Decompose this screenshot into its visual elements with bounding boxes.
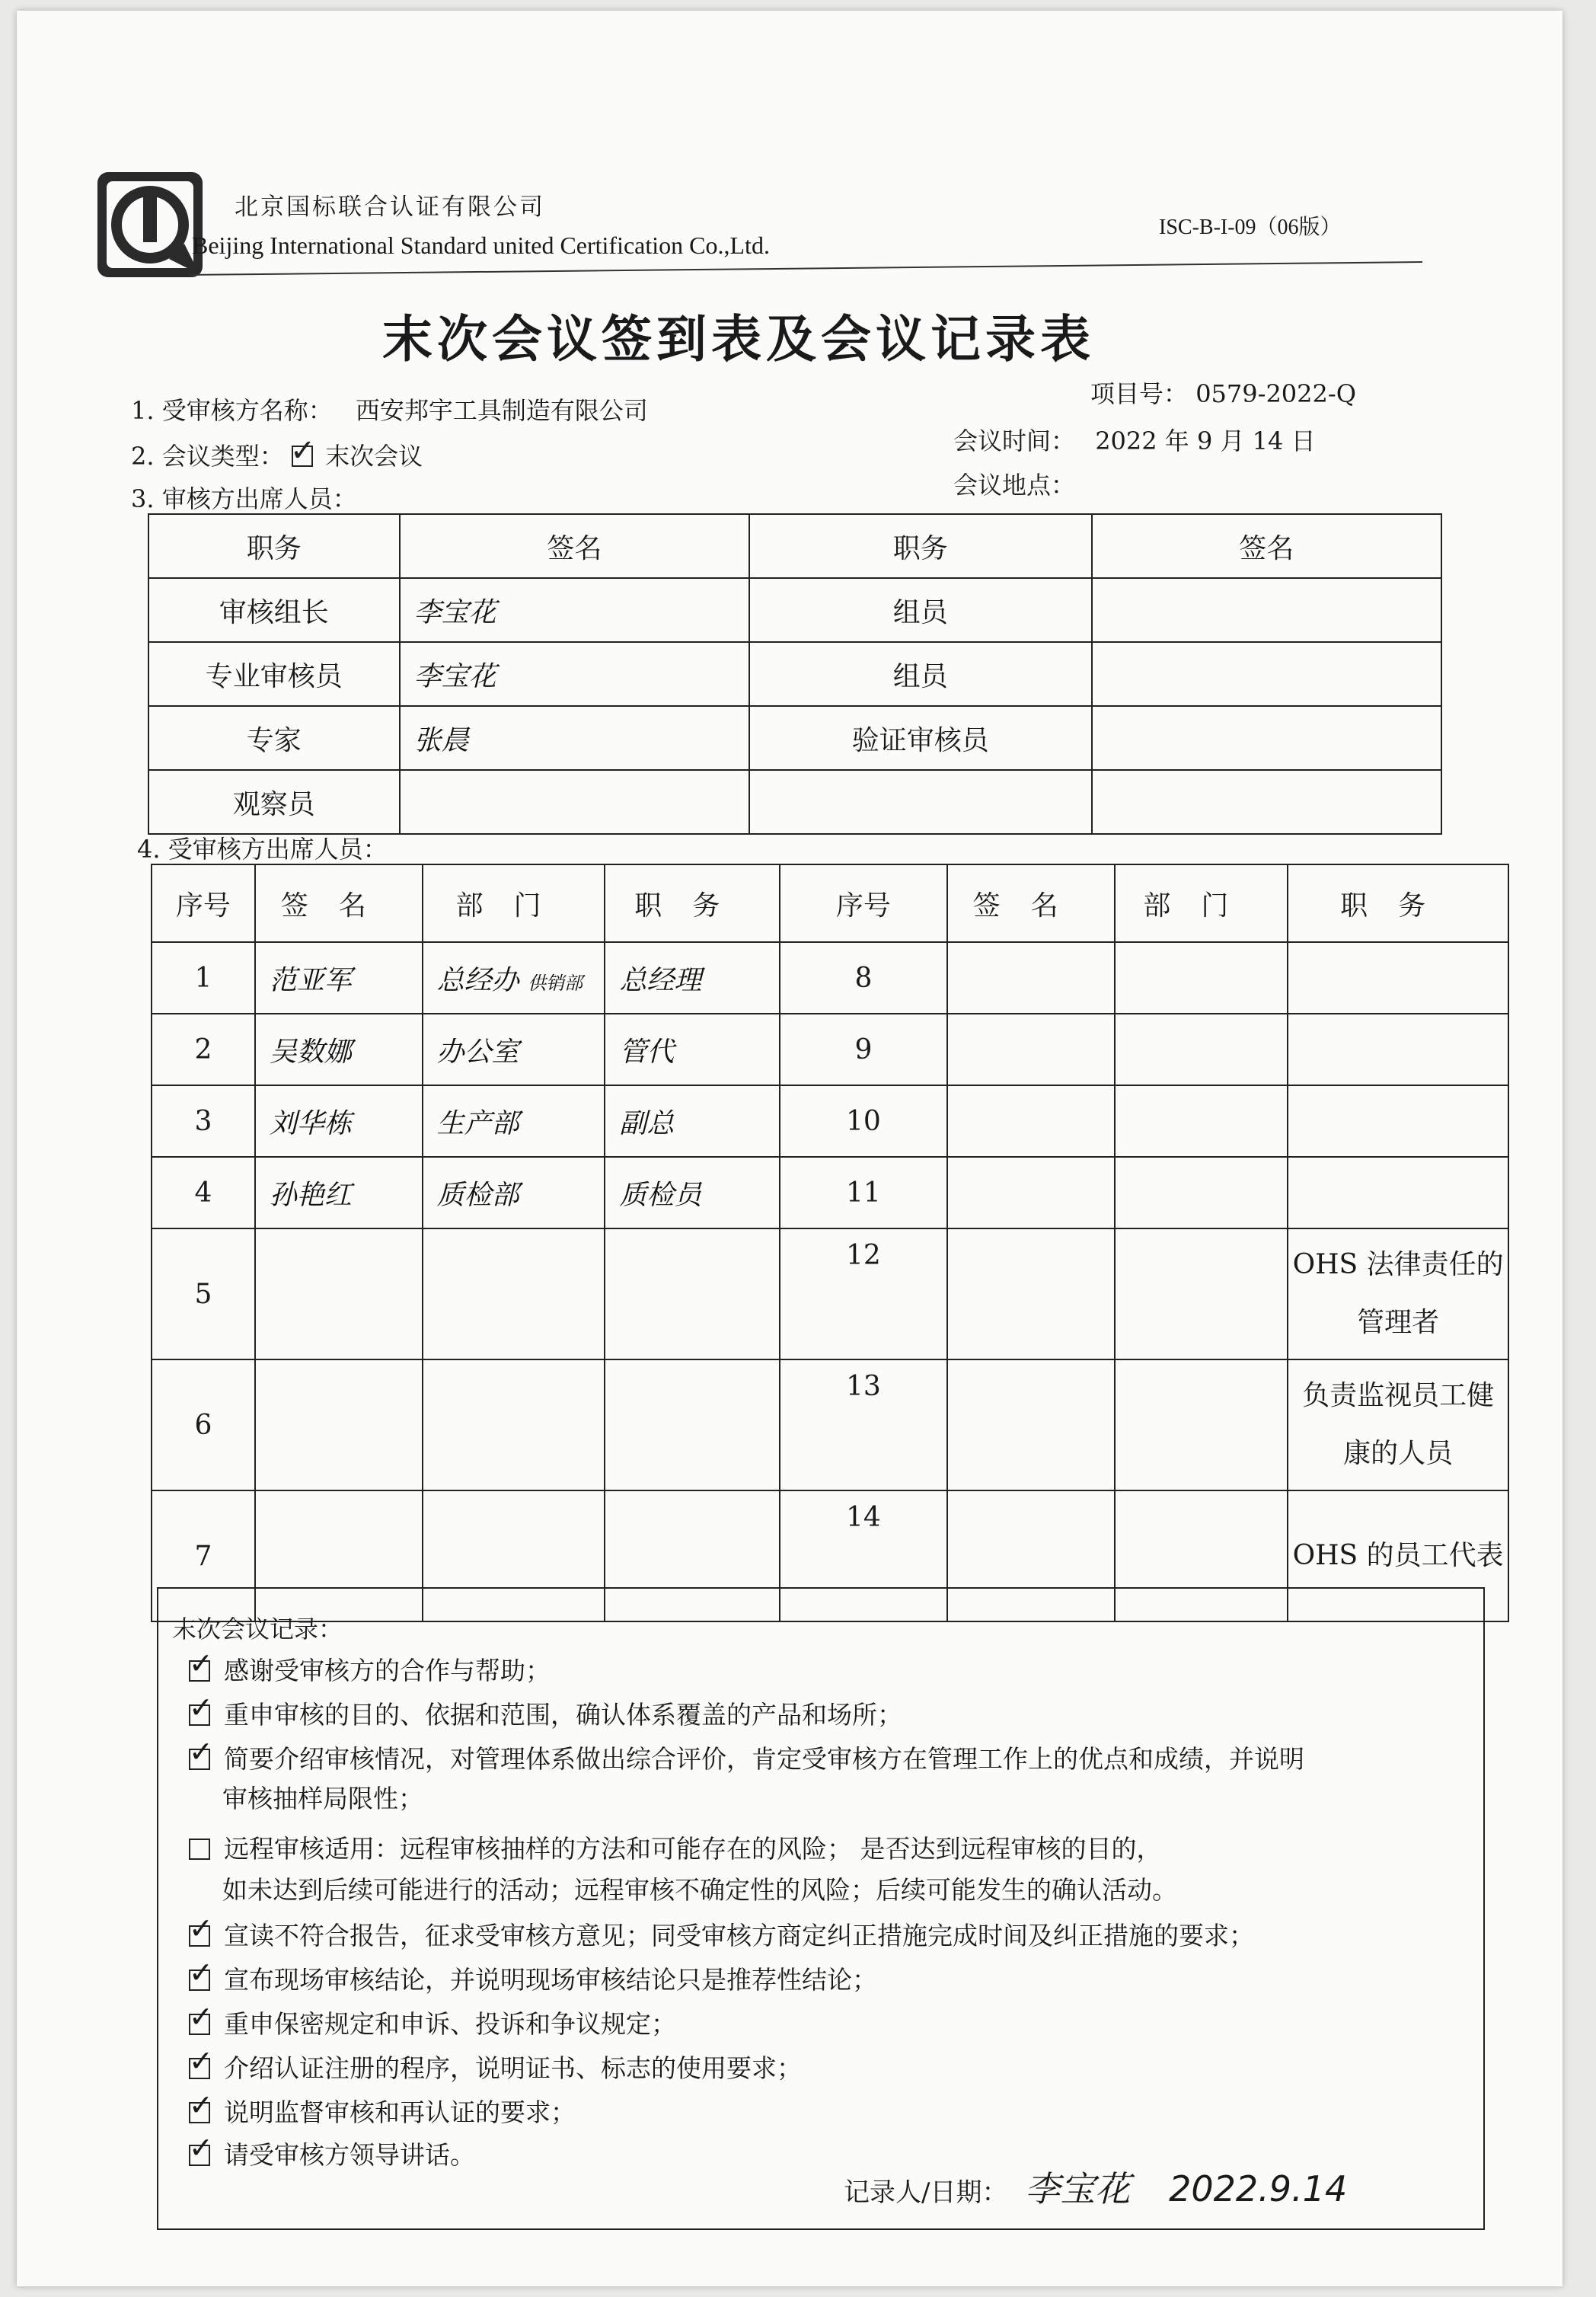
- role-cell-2: 验证审核员: [749, 706, 1091, 770]
- signature-cell: 孙艳红: [255, 1157, 423, 1228]
- title-cell-2: 负责监视员工健康的人员: [1288, 1359, 1508, 1490]
- department-cell-2[interactable]: [1115, 1014, 1288, 1085]
- minutes-item: [189, 1960, 877, 1996]
- check-mark-icon: ✓: [289, 433, 316, 468]
- department-note: 供销部: [528, 972, 583, 994]
- row-number-2: 13: [780, 1359, 947, 1490]
- item-text: 重申审核的目的、依据和范围，确认体系覆盖的产品和场所；: [224, 1700, 902, 1730]
- minutes-item: [189, 2093, 576, 2129]
- audit-team-table: [148, 513, 1442, 835]
- department-cell: 生产部: [423, 1085, 605, 1157]
- table-row: [148, 578, 1441, 642]
- header-no-2: 序号: [780, 864, 947, 942]
- role-cell-2: 组员: [749, 642, 1091, 706]
- meeting-type-checkbox[interactable]: [289, 433, 316, 468]
- signature-cell-2[interactable]: [947, 1228, 1115, 1359]
- signature-cell[interactable]: [255, 1359, 423, 1490]
- signature-cell-2[interactable]: [947, 942, 1115, 1014]
- company-name-en: Beijing International Standard united Certification Co.,Ltd.: [192, 232, 770, 259]
- title-cell[interactable]: [605, 1359, 780, 1490]
- item-text: 感谢受审核方的合作与帮助；: [224, 1656, 551, 1685]
- minutes-item-continued: 审核抽样局限性；: [222, 1784, 423, 1813]
- minutes-item: [189, 2049, 802, 2085]
- minutes-item: [189, 1916, 1254, 1952]
- row-number-2: 14: [780, 1490, 947, 1621]
- item-checkbox[interactable]: [189, 1660, 210, 1682]
- signature-cell-2[interactable]: [1092, 770, 1441, 834]
- signature-cell: 李宝花: [400, 578, 749, 642]
- table-row: [148, 706, 1441, 770]
- header-title: 职务: [605, 864, 780, 942]
- item-checkbox[interactable]: [189, 1925, 210, 1947]
- form-code: ISC-B-I-09（06版）: [1159, 216, 1342, 239]
- department-value: 总经办: [436, 964, 519, 996]
- header-role-2: 职务: [749, 514, 1091, 578]
- auditee-name-value: 西安邦宇工具制造有限公司: [355, 396, 648, 425]
- auditee-attendees-table: [151, 864, 1509, 1622]
- header-sign-2: 签名: [1092, 514, 1441, 578]
- company-logo: [93, 168, 207, 282]
- meeting-minutes-box: [157, 1587, 1485, 2230]
- department-cell: 质检部: [423, 1157, 605, 1228]
- role-cell: 专家: [148, 706, 400, 770]
- table-row: [152, 942, 1508, 1014]
- title-cell-2: OHS 的员工代表: [1288, 1490, 1508, 1621]
- minutes-item: [189, 1651, 551, 1687]
- row-number: 7: [152, 1490, 255, 1621]
- item-text: 说明监督审核和再认证的要求；: [224, 2097, 576, 2127]
- row-number-2: 10: [780, 1085, 947, 1157]
- item-checkbox[interactable]: [189, 2145, 210, 2166]
- table-row: [152, 1085, 1508, 1157]
- row-number: 6: [152, 1359, 255, 1490]
- header-dept-2: 部门: [1115, 864, 1288, 942]
- title-cell-2[interactable]: [1288, 942, 1508, 1014]
- item-text: 宣读不符合报告，征求受审核方意见；同受审核方商定纠正措施完成时间及纠正措施的要求；: [224, 1921, 1254, 1950]
- company-name-cn: 北京国标联合认证有限公司: [235, 193, 545, 221]
- department-cell[interactable]: [423, 1228, 605, 1359]
- department-cell-2[interactable]: [1115, 1228, 1288, 1359]
- signature-cell-2[interactable]: [1092, 642, 1441, 706]
- meeting-time-value: 2022 年 9 月 14 日: [1095, 426, 1316, 455]
- table-row: [152, 1157, 1508, 1228]
- auditee-name-label: 1. 受审核方名称：: [131, 396, 333, 425]
- minutes-item: [189, 1829, 1162, 1865]
- signature-cell: 刘华栋: [255, 1085, 423, 1157]
- item-checkbox[interactable]: [189, 1839, 210, 1860]
- role-cell: 专业审核员: [148, 642, 400, 706]
- signature-cell[interactable]: [255, 1228, 423, 1359]
- minutes-item: [189, 2005, 676, 2040]
- item-checkbox[interactable]: [189, 2058, 210, 2079]
- item-text: 远程审核适用：远程审核抽样的方法和可能存在的风险； 是否达到远程审核的目的，: [224, 1834, 1162, 1864]
- item-checkbox[interactable]: [189, 1749, 210, 1770]
- item-checkbox[interactable]: [189, 2014, 210, 2035]
- table-row: [148, 642, 1441, 706]
- header-dept: 部门: [423, 864, 605, 942]
- header-sign: 签名: [400, 514, 749, 578]
- header-role: 职务: [148, 514, 400, 578]
- title-cell: 副总: [605, 1085, 780, 1157]
- document-title: 末次会议签到表及会议记录表: [382, 310, 1095, 369]
- title-cell-2[interactable]: [1288, 1085, 1508, 1157]
- department-cell-2[interactable]: [1115, 1157, 1288, 1228]
- row-number-2: 12: [780, 1228, 947, 1359]
- header-title-2: 职务: [1288, 864, 1508, 942]
- department-cell: [423, 942, 605, 1014]
- signature-cell-2[interactable]: [1092, 706, 1441, 770]
- minutes-item: [189, 1695, 902, 1731]
- auditee-name-field: [131, 391, 648, 426]
- item-text: 介绍认证注册的程序，说明证书、标志的使用要求；: [224, 2053, 802, 2083]
- signature-cell: 范亚军: [255, 942, 423, 1014]
- table-header-row: [152, 864, 1508, 942]
- item-text: 请受审核方领导讲话。: [224, 2140, 475, 2170]
- header-divider: [189, 261, 1422, 276]
- signature-cell[interactable]: [400, 770, 749, 834]
- header-sign-2: 签名: [947, 864, 1115, 942]
- row-number: 1: [152, 942, 255, 1014]
- department-cell[interactable]: [423, 1359, 605, 1490]
- minutes-item: [189, 1740, 1304, 1775]
- row-number: 5: [152, 1228, 255, 1359]
- item-text: 宣布现场审核结论，并说明现场审核结论只是推荐性结论；: [224, 1965, 877, 1995]
- meeting-place-field: [953, 466, 1075, 501]
- project-number-label: 项目号：: [1090, 379, 1189, 408]
- item-text: 简要介绍审核情况，对管理体系做出综合评价，肯定受审核方在管理工作上的优点和成绩，并说明: [224, 1744, 1304, 1774]
- minutes-item-continued: 如未达到后续可能进行的活动；远程审核不确定性的风险；后续可能发生的确认活动。: [222, 1875, 1177, 1905]
- row-number: 4: [152, 1157, 255, 1228]
- signature-cell: 吴数娜: [255, 1014, 423, 1085]
- auditee-attendees-label: 4. 受审核方出席人员：: [137, 835, 388, 864]
- row-number-2: 8: [780, 942, 947, 1014]
- row-number-2: 9: [780, 1014, 947, 1085]
- meeting-time-field: [953, 422, 1316, 457]
- minutes-item: [189, 2136, 475, 2171]
- title-cell-2: OHS 法律责任的管理者: [1288, 1228, 1508, 1359]
- signature-cell: 张晨: [400, 706, 749, 770]
- minutes-heading: 末次会议记录：: [172, 1615, 343, 1644]
- table-header-row: [148, 514, 1441, 578]
- meeting-type-field: [131, 433, 423, 472]
- table-row: [152, 1359, 1508, 1490]
- document-page: [17, 11, 1562, 2286]
- title-cell: 质检员: [605, 1157, 780, 1228]
- title-cell[interactable]: [605, 1228, 780, 1359]
- signature-cell-2[interactable]: [947, 1359, 1115, 1490]
- recorder-date: 2022.9.14: [1169, 2168, 1348, 2209]
- title-cell-2[interactable]: [1288, 1014, 1508, 1085]
- audit-attendees-label: 3. 审核方出席人员：: [131, 484, 357, 513]
- item-checkbox[interactable]: [189, 1970, 210, 1991]
- signature-cell-2[interactable]: [947, 1014, 1115, 1085]
- signature-cell-2[interactable]: [947, 1085, 1115, 1157]
- row-number-2: 11: [780, 1157, 947, 1228]
- meeting-place-label: 会议地点：: [953, 471, 1076, 500]
- signature-cell-2[interactable]: [1092, 578, 1441, 642]
- project-number-value: 0579-2022-Q: [1195, 379, 1356, 408]
- role-cell-2: 组员: [749, 578, 1091, 642]
- header-sign: 签名: [255, 864, 423, 942]
- row-number: 2: [152, 1014, 255, 1085]
- title-cell-2[interactable]: [1288, 1157, 1508, 1228]
- meeting-type-label: 2. 会议类型：: [131, 442, 284, 471]
- role-cell: 审核组长: [148, 578, 400, 642]
- role-cell-2: [749, 770, 1091, 834]
- title-cell: 总经理: [605, 942, 780, 1014]
- title-cell: 管代: [605, 1014, 780, 1085]
- department-cell-2[interactable]: [1115, 1085, 1288, 1157]
- department-cell: 办公室: [423, 1014, 605, 1085]
- signature-cell-2[interactable]: [947, 1157, 1115, 1228]
- project-number-field: [1090, 375, 1356, 410]
- item-checkbox[interactable]: [189, 2102, 210, 2123]
- meeting-time-label: 会议时间：: [953, 426, 1076, 455]
- recorder-label: 记录人/日期：: [844, 2177, 1008, 2208]
- recorder-line: [844, 2161, 1347, 2212]
- item-text: 重申保密规定和申诉、投诉和争议规定；: [224, 2009, 676, 2039]
- department-cell-2[interactable]: [1115, 942, 1288, 1014]
- department-cell-2[interactable]: [1115, 1359, 1288, 1490]
- table-row: [152, 1228, 1508, 1359]
- signature-cell: 李宝花: [400, 642, 749, 706]
- table-row: [148, 770, 1441, 834]
- table-row: [152, 1014, 1508, 1085]
- meeting-type-value: 末次会议: [325, 442, 423, 471]
- header-no: 序号: [152, 864, 255, 942]
- role-cell: 观察员: [148, 770, 400, 834]
- recorder-signature: 李宝花: [1025, 2168, 1131, 2209]
- row-number: 3: [152, 1085, 255, 1157]
- item-checkbox[interactable]: [189, 1704, 210, 1726]
